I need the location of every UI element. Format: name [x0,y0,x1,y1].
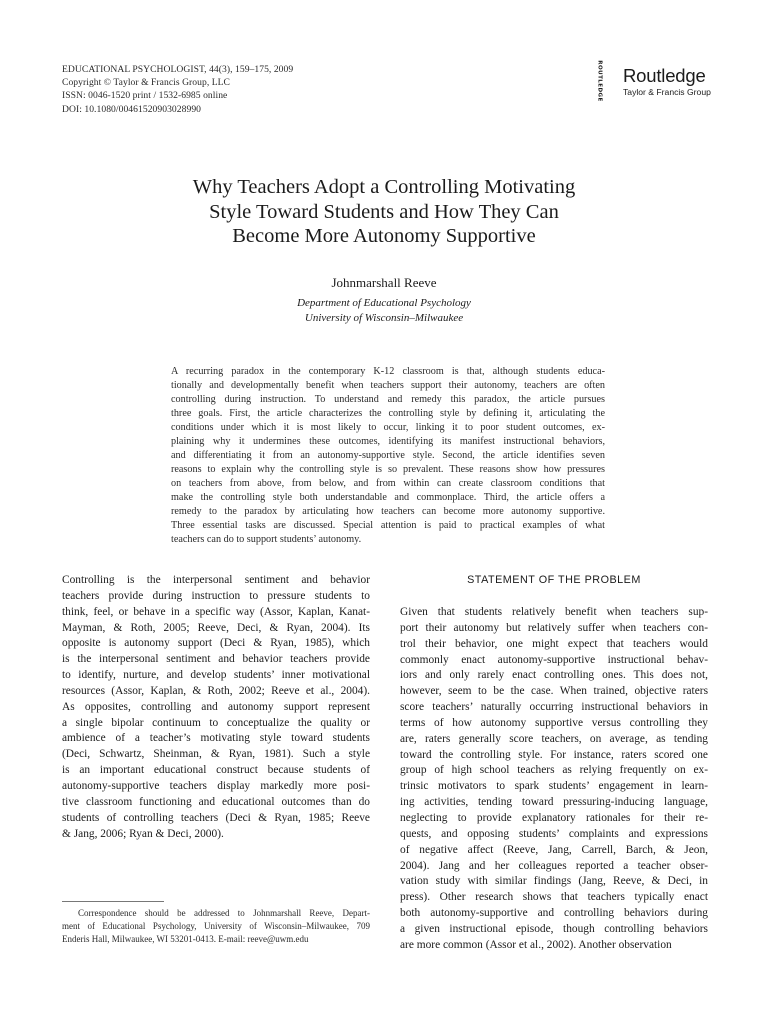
paragraph-line: are more common (Assor et al., 2002). Another observation [400,938,672,951]
footnote-line: Correspondence should be addressed to Johnmarshall Reeve, Depart- [78,908,370,918]
paragraph-line: port their autonomy but relatively suffer when teachers con- [400,621,708,634]
publisher-mark-text: ROUTLEDGE [596,60,603,102]
paragraph-line: are, raters generally score teachers, on average, as tending [400,732,708,745]
paragraph-line: students of controlling teachers (Deci & Ryan, 1985; Reeve [62,811,370,824]
body-column-left [62,573,370,842]
paragraph-line: & Jang, 2006; Ryan & Deci, 2000). [62,827,224,840]
paragraph-line: however, seem to be the case. When trained, objective raters [400,685,708,698]
paragraph-line: Mayman, & Roth, 2005; Reeve, Deci, & Ryan, 2004). Its [62,621,370,634]
paragraph-line: iors and only rarely enact controlling ones. This does not, [400,669,708,682]
paragraph-line: autonomy-supportive teachers display markedly more posi- [62,779,370,792]
paragraph-line: a single bipolar continuum to conceptualize the quality or [62,716,370,729]
paragraph-line: vation study with similar findings (Jang, Reeve, & Deci, in [400,875,708,888]
publisher-name: Routledge [623,65,706,86]
paragraph-line: Given that students relatively benefit when teachers sup- [400,606,708,618]
abstract-line: Three essential tasks are discussed. Special attention is paid to practical examples of what [171,520,605,531]
abstract-line: tionally and developmentally benefit when teachers support their autonomy, teachers are often [171,380,605,391]
abstract-line: make the controlling style both understandable and commonplace. Third, the article offers a [171,492,605,503]
paragraph-line: trol their behavior, one might expect that teachers would [400,637,708,650]
abstract-line: controlling during instruction. To understand and remedy this paradox, the article pursues [171,394,605,405]
author-affiliation [100,296,668,326]
journal-issn: ISSN: 0046-1520 print / 1532-6985 online [62,90,228,102]
paragraph-line: press). Other research shows that teachers typically enact [400,891,708,904]
paragraph-line: teachers provide during instruction to pressure students to [62,589,370,602]
abstract-line: reasons to explain why the controlling style is so prevalent. These reasons show how pressures [171,464,605,475]
paragraph-line: As opposites, controlling and autonomy support represent [62,700,370,713]
paragraph-line: ing activities, tending toward pressuring-inducing language, [400,796,708,809]
abstract-line: A recurring paradox in the contemporary K-12 classroom is that, although students educa- [171,366,605,377]
affiliation-line: Department of Educational Psychology [297,297,471,309]
paragraph-line: both autonomy-supportive and controlling behaviors during [400,907,708,920]
article-title [100,175,668,249]
abstract-line: conditions under which it is most likely to occur, linking it to poor student outcomes, ex- [171,422,605,433]
abstract-line: plaining why it undermines these outcomes, identifying its manifest instructional behaviors, [171,436,605,447]
footnote-line: Enderis Hall, Milwaukee, WI 53201-0413. E-mail: reeve@uwm.edu [62,934,309,944]
paragraph-line: tive classroom functioning and educational outcomes than do [62,795,370,808]
paragraph-line: trinsic motivators to spark students’ engagement in learn- [400,780,708,793]
paragraph-line: to identify, nurture, and develop students’ inner motivational [62,669,370,682]
abstract-line: remedy to the paradox by articulating how teachers can become more autonomy supportive. [171,506,605,517]
paragraph-line: think, feel, or behave in a specific way (Assor, Kaplan, Kanat- [62,605,370,618]
title-line: Why Teachers Adopt a Controlling Motivating [192,176,576,198]
footnote-divider [62,901,164,902]
paragraph-line: group of high school teachers as relying frequently on ex- [400,764,708,777]
paragraph-line: 2004). Jang and her colleagues reported a teacher obser- [400,859,708,872]
abstract-line: on teachers from above, from below, and from within can create classroom conditions that [171,478,605,489]
journal-citation: EDUCATIONAL PSYCHOLOGIST, 44(3), 159–175, 2009 [62,64,294,75]
paragraph-line: quests, and opposing students’ complaints and expressions [400,827,708,840]
footnote-line: ment of Educational Psychology, University of Wisconsin–Milwaukee, 709 [62,921,370,931]
journal-copyright: Copyright © Taylor & Francis Group, LLC [62,77,231,89]
publisher-group: Taylor & Francis Group [623,87,711,97]
paragraph-line: resources (Assor, Kaplan, & Roth, 2002; Reeve et al., 2004). [62,684,370,697]
paragraph-line: of negative affect (Reeve, Jang, Carrell, Barch, & Jeon, [400,843,708,856]
journal-info [62,63,293,116]
routledge-mark-icon [591,60,608,102]
paragraph-line: Controlling is the interpersonal sentiment and behavior [62,574,370,586]
paragraph-line: is the interpersonal sentiment and behavior teachers provide [62,653,370,666]
abstract-line: and differentiating it from an autonomy-supportive style. Second, the article identifies seven [171,450,605,461]
affiliation-line: University of Wisconsin–Milwaukee [304,312,464,324]
publisher-logo [591,60,721,102]
journal-doi: DOI: 10.1080/00461520903028990 [62,103,202,115]
article-author: Johnmarshall Reeve [331,275,437,290]
title-line: Style Toward Students and How They Can [209,200,559,223]
abstract-line: three goals. First, the article characterizes the controlling style by defining it, articulating the [171,408,605,419]
paragraph-line: a given instructional episode, though controlling behaviors [400,922,708,935]
title-line: Become More Autonomy Supportive [232,225,536,247]
paragraph-line: terms of how autonomy supportive versus controlling they [400,716,708,729]
body-column-right [400,605,708,954]
paragraph-line: opposite is autonomy support (Deci & Ryan, 1985), which [62,637,370,650]
paragraph-line: neglecting to provide explanatory rationales for their re- [400,811,708,824]
paragraph-line: commonly enact autonomy-supportive instructional behav- [400,653,708,666]
correspondence-footnote [62,907,370,946]
paragraph-line: is an important educational construct because students of [62,764,370,777]
paragraph-line: score teachers’ naturally occurring instructional behaviors in [400,701,708,714]
paragraph-line: (Deci, Schwartz, Sheinman, & Ryan, 1981). Such a style [62,748,370,761]
abstract [171,365,605,547]
paragraph-line: ambience of a teacher’s motivating style toward students [62,732,370,745]
paragraph-line: toward the controlling style. For instance, raters scored one [400,748,708,761]
section-heading: STATEMENT OF THE PROBLEM [467,574,641,586]
abstract-line: teachers can do to support students’ autonomy. [171,534,362,545]
